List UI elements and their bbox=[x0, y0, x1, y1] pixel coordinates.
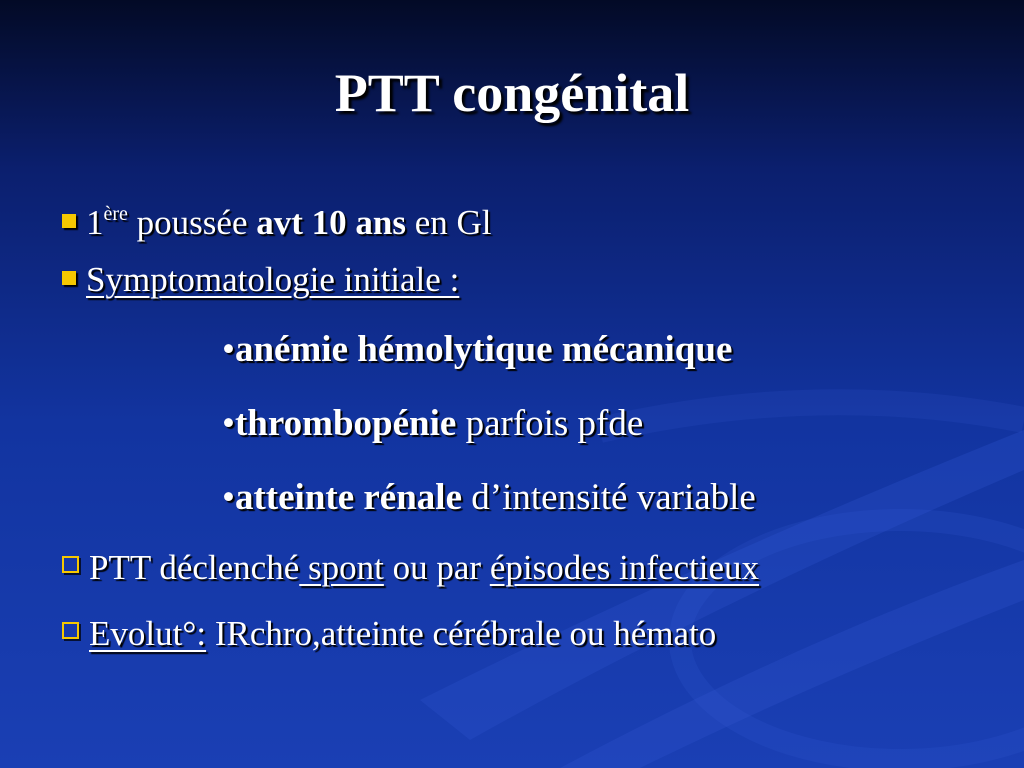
bullet-text-before: poussée bbox=[127, 203, 257, 242]
filled-square-bullet-icon bbox=[62, 214, 76, 228]
bullet-lead: 1 bbox=[86, 203, 104, 242]
bullet-text-after: en Gl bbox=[405, 203, 492, 242]
bullet-text: PTT déclenché bbox=[89, 548, 300, 587]
sub-item-bold: atteinte rénale bbox=[234, 477, 463, 518]
hollow-square-bullet-icon bbox=[62, 622, 79, 639]
filled-square-bullet-icon bbox=[62, 271, 76, 285]
sub-item-rest: parfois pfde bbox=[456, 403, 644, 444]
sub-item-anemia bbox=[222, 328, 732, 372]
slide-title: PTT congénital bbox=[334, 63, 690, 123]
bullet-triggers bbox=[62, 546, 759, 590]
sub-item-bold: thrombopénie bbox=[234, 403, 457, 444]
sub-item-thrombopenia bbox=[222, 402, 643, 446]
bullet-underlined-heading: Symptomatologie initiale : bbox=[86, 260, 460, 299]
bullet-bold-text: avt 10 ans bbox=[256, 203, 406, 242]
dot-bullet-icon: • bbox=[222, 329, 235, 370]
hollow-square-bullet-icon bbox=[62, 556, 79, 573]
bullet-superscript: ère bbox=[103, 203, 128, 225]
bullet-text-middle: ou par bbox=[383, 548, 490, 587]
sub-item-rest: d’intensité variable bbox=[462, 477, 756, 518]
bullet-underlined-infections: épisodes infectieux bbox=[489, 548, 760, 587]
sub-item-bold: anémie hémolytique mécanique bbox=[234, 329, 733, 370]
sub-item-renal bbox=[222, 476, 756, 520]
dot-bullet-icon: • bbox=[222, 477, 235, 518]
bullet-underlined-spont: spont bbox=[299, 548, 384, 587]
bullet-underlined-evolution: Evolut°: bbox=[89, 614, 207, 653]
bullet-evolution bbox=[62, 612, 716, 656]
bullet-symptomatology bbox=[62, 258, 459, 302]
bullet-evolution-text: IRchro,atteinte cérébrale ou hémato bbox=[206, 614, 717, 653]
bullet-first-episode bbox=[62, 192, 492, 245]
dot-bullet-icon: • bbox=[222, 403, 235, 444]
